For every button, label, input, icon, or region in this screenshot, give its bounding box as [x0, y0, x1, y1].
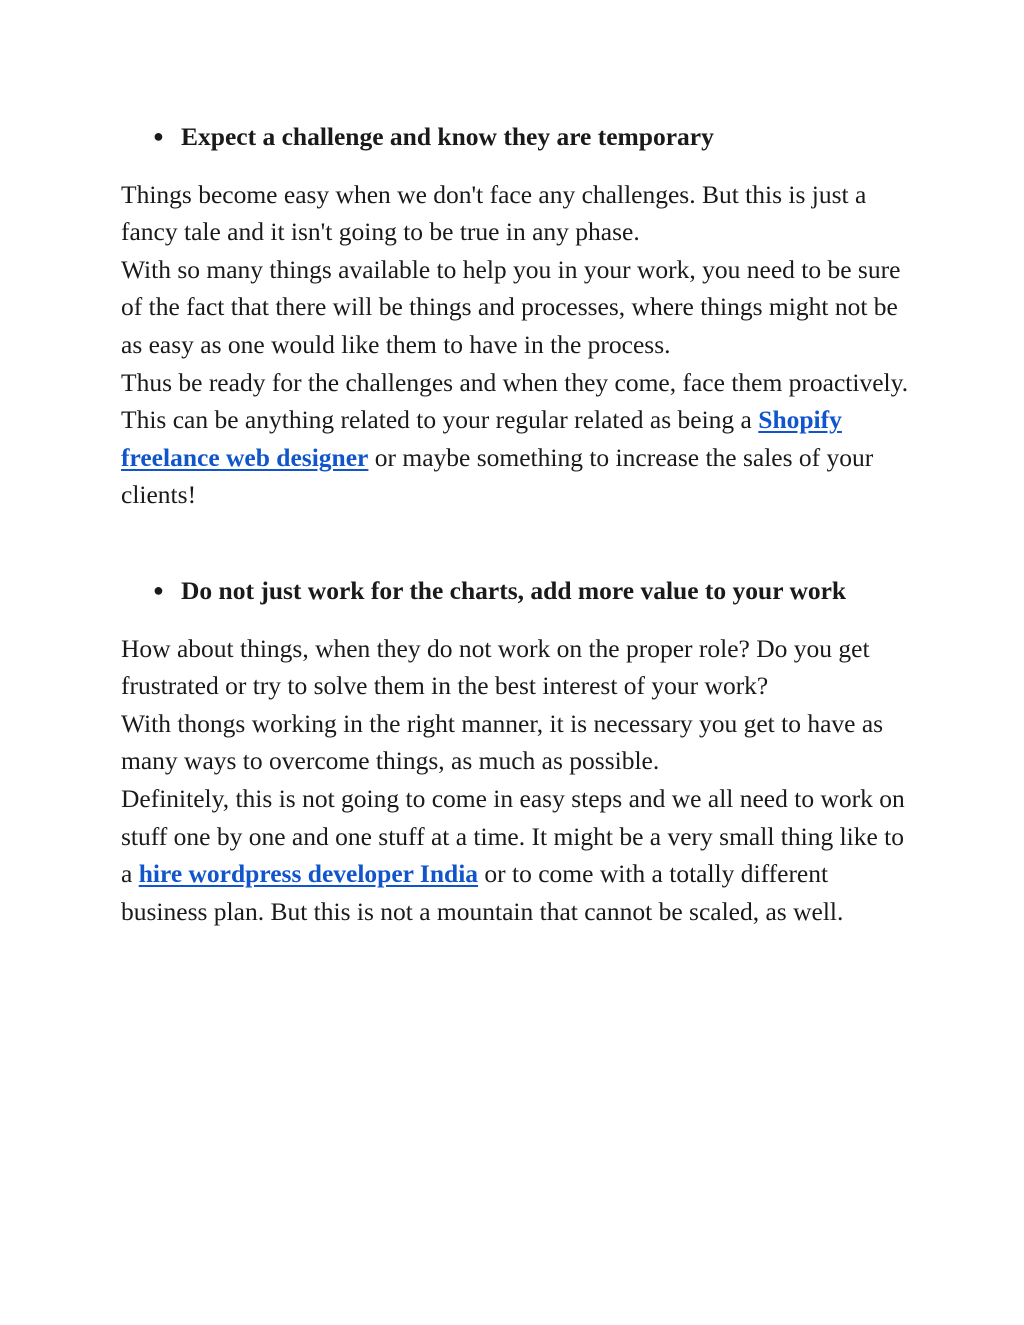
document-body [121, 118, 911, 930]
wordpress-developer-link[interactable]: hire wordpress developer India [138, 859, 479, 889]
paragraph: With so many things available to help you in your work, you need to be sure of the fact that there will be things and processes, where things might not be as easy as one would like them to have in the process. [121, 254, 901, 359]
section-add-value [121, 572, 911, 930]
paragraph-text: or maybe something to increase the sales of your clients! [121, 442, 874, 510]
section-challenges [121, 118, 911, 514]
paragraph-text: Definitely, this is not going to come in easy steps and we all need to work on stuff one by one and one stuff at a time. It might be a very small thing like to a [121, 783, 905, 889]
section-heading [121, 572, 911, 610]
paragraph: With thongs working in the right manner, it is necessary you get to have as many ways to overcome things, as much as possible. [121, 708, 884, 776]
paragraph-text: Thus be ready for the challenges and when they come, face them proactively. This can be anything related to your regular related as being a [121, 367, 909, 435]
paragraph: How about things, when they do not work on the proper role? Do you get frustrated or try to solve them in the best interest of your work? [121, 633, 870, 701]
shopify-designer-link[interactable]: Shopify freelance web designer [121, 405, 842, 472]
section-heading [121, 118, 911, 156]
paragraph: Things become easy when we don't face any challenges. But this is just a fancy tale and it isn't going to be true in any phase. [121, 179, 867, 247]
paragraph-text: or to come with a totally different business plan. But this is not a mountain that cannot be scaled, as well. [121, 859, 844, 926]
heading-text: Do not just work for the charts, add more value to your work [181, 575, 847, 605]
bullet-icon: ● [153, 579, 164, 600]
paragraph-with-link [121, 364, 911, 514]
heading-text: Expect a challenge and know they are temporary [181, 122, 714, 151]
paragraph-with-link [121, 780, 911, 930]
bullet-icon: ● [153, 126, 164, 146]
